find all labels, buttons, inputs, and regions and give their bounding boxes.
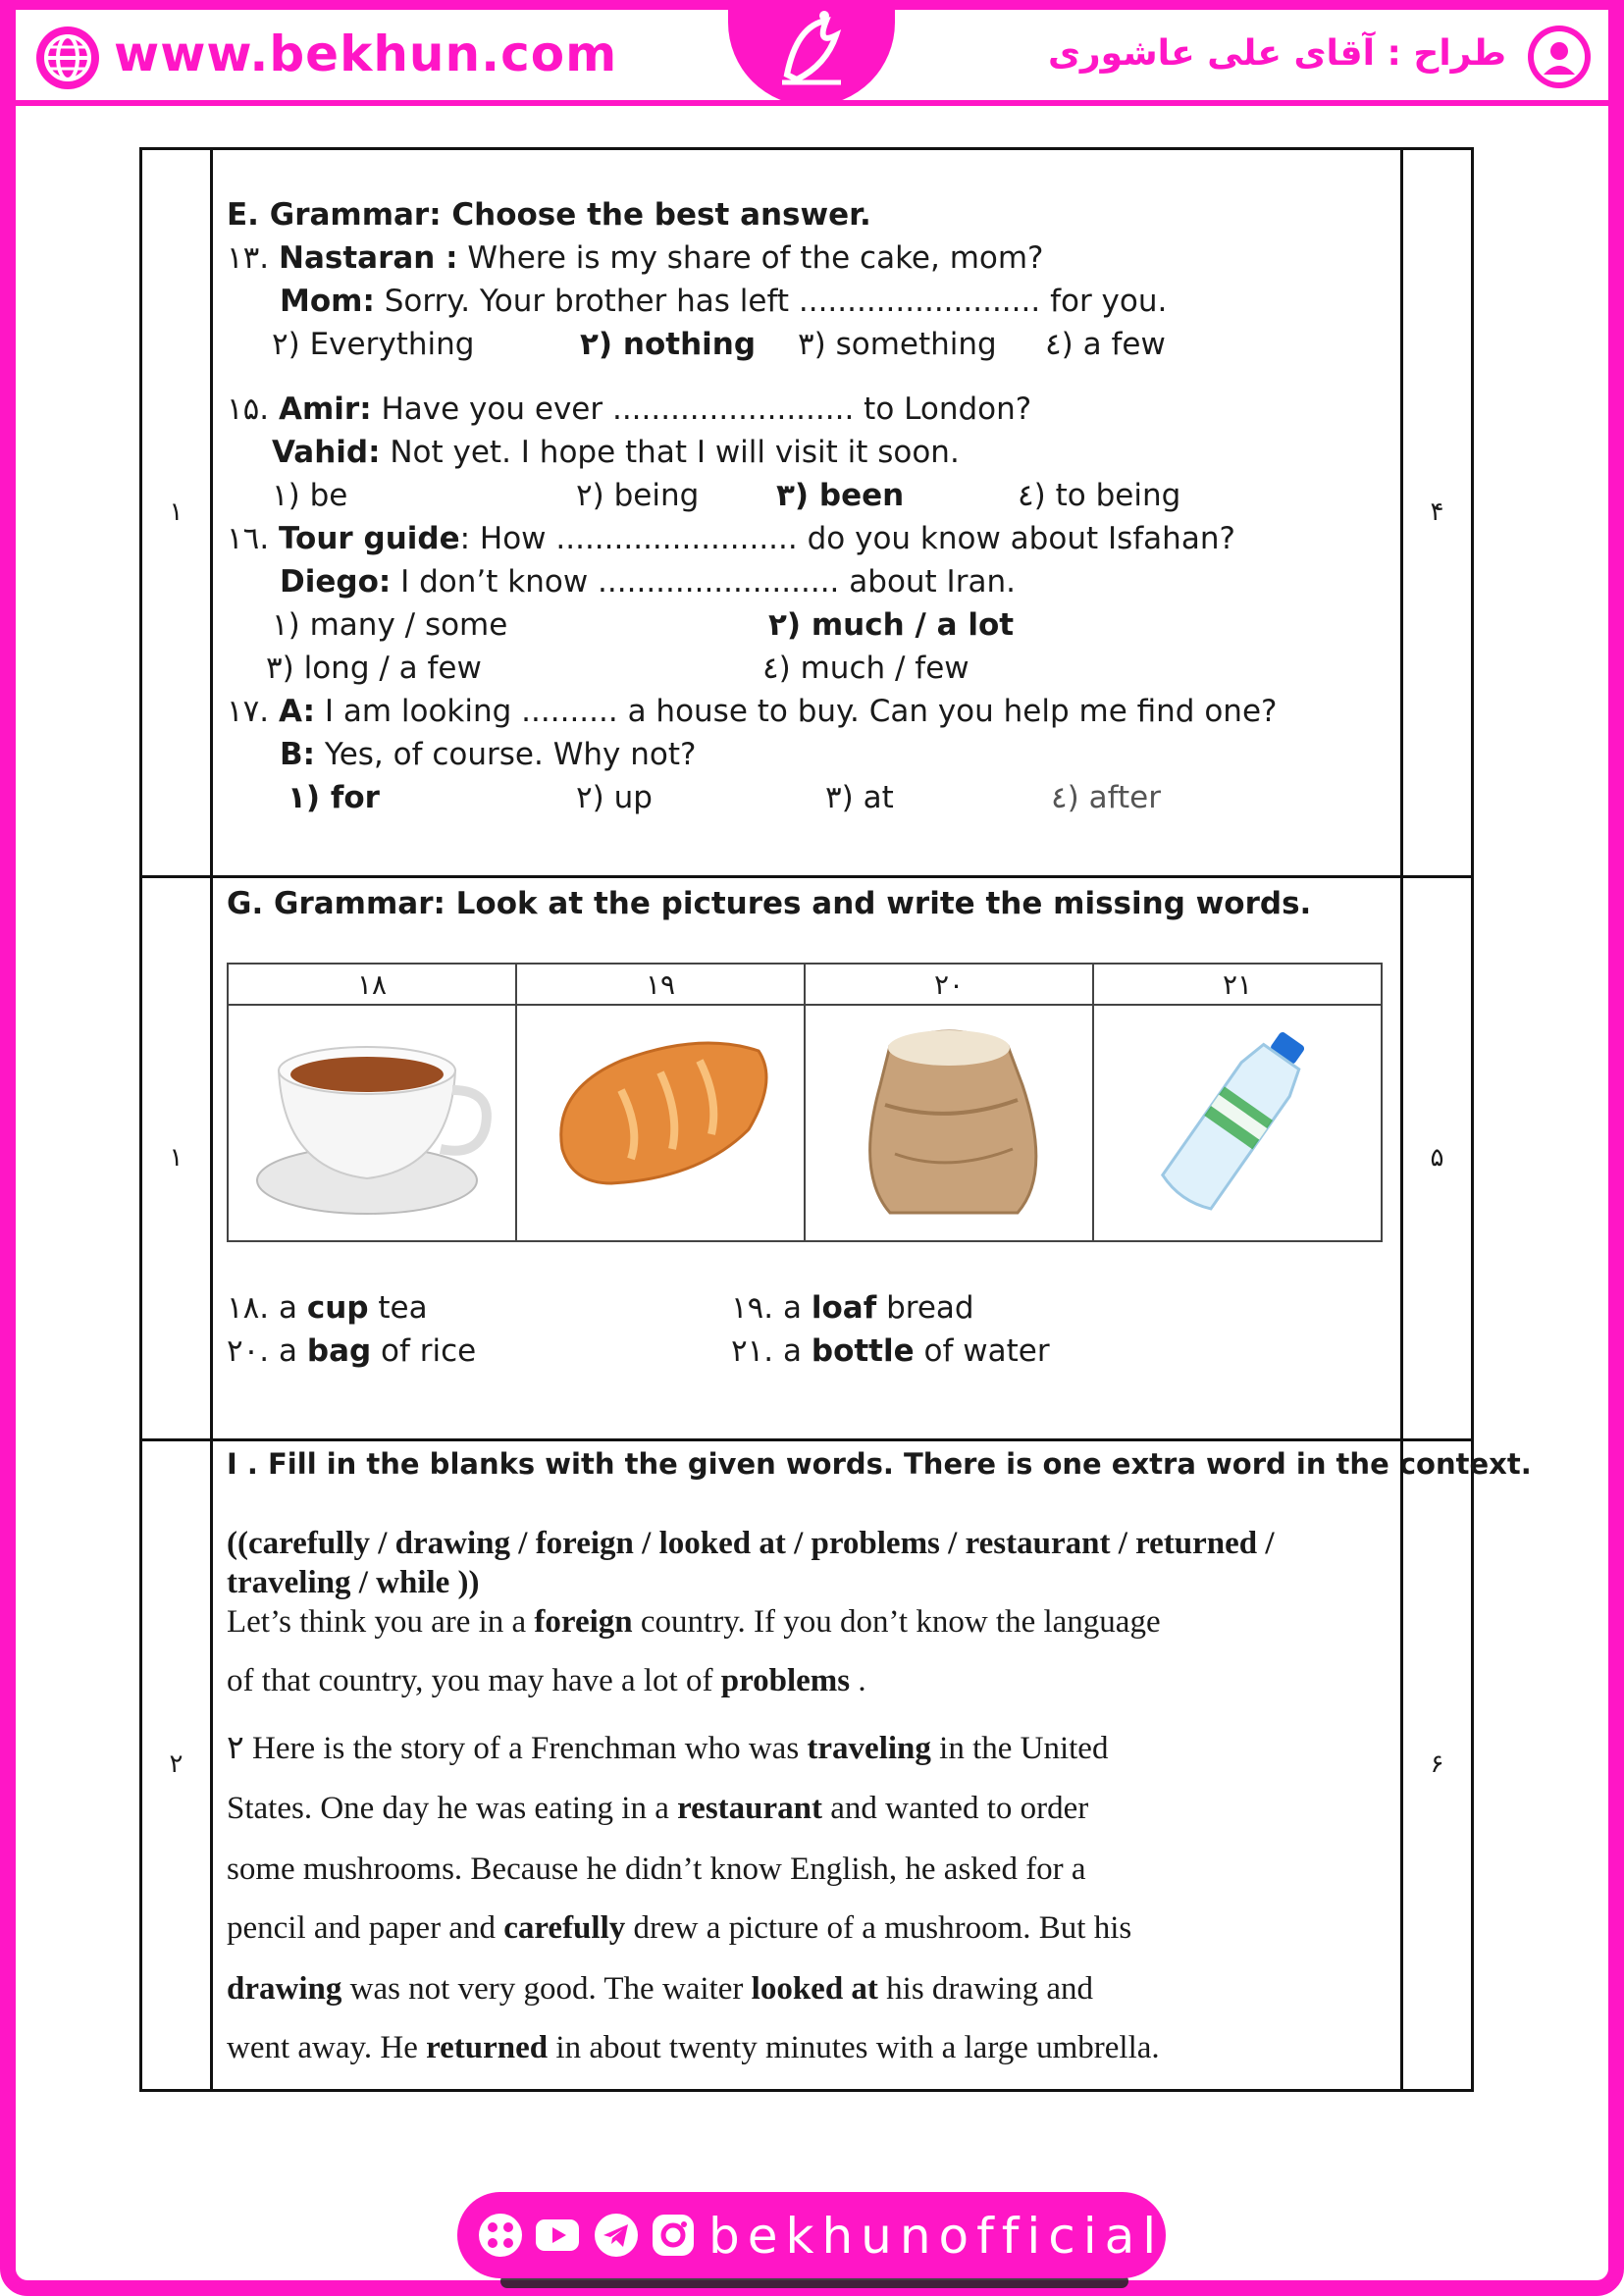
word-bank-continued: traveling / while )) (227, 1565, 480, 1600)
youtube-icon[interactable] (534, 2212, 581, 2259)
social-handle[interactable]: bekhunofficial (708, 2208, 1165, 2265)
option[interactable]: ٤) after (1051, 780, 1161, 815)
logo-icon (767, 6, 856, 94)
section-title: E. Grammar: Choose the best answer. (227, 197, 871, 233)
question-16-line2: Diego: I don’t know ......................... about Iran. (280, 564, 1016, 600)
section-title: G. Grammar: Look at the pictures and write the missing words. (227, 886, 1312, 921)
question-17: ۱۷. A: I am looking .......... a house to buy. Can you help me find one? (227, 694, 1278, 729)
user-icon (1524, 22, 1595, 92)
passage-line: States. One day he was eating in a restaurant and wanted to order (227, 1791, 1089, 1826)
section-e-row (142, 150, 1471, 878)
passage-line: of that country, you may have a lot of problems . (227, 1663, 866, 1698)
section-i-content (227, 1441, 1532, 2089)
section-e-content (227, 150, 1387, 875)
answer-21: ۲۱. a bottle of water (731, 1333, 1050, 1369)
option[interactable]: ۳) long / a few (266, 651, 482, 686)
word-bank: ((carefully / drawing / foreign / looked at / problems / restaurant / returned / (227, 1526, 1275, 1561)
option[interactable]: ٤) much / few (762, 651, 969, 686)
question-17-line2: B: Yes, of course. Why not? (280, 737, 697, 772)
option-answer[interactable]: ۲) nothing (580, 327, 757, 362)
water-bottle-picture (1093, 1005, 1382, 1241)
question-13: ۱۳. Nastaran : Where is my share of the cake, mom? (227, 240, 1044, 276)
option[interactable]: ۲) up (576, 780, 653, 815)
passage-line: went away. He returned in about twenty minutes with a large umbrella. (227, 2030, 1160, 2065)
passage-line: drawing was not very good. The waiter looked at his drawing and (227, 1971, 1093, 2007)
option[interactable]: ۱) be (272, 478, 348, 513)
option[interactable]: ۳) at (825, 780, 894, 815)
question-number-cell: ۴ (1430, 496, 1444, 527)
website-link[interactable]: www.bekhun.com (114, 26, 618, 82)
option-answer[interactable]: ۲) much / a lot (768, 607, 1015, 643)
passage-line: pencil and paper and carefully drew a picture of a mushroom. But his (227, 1910, 1132, 1946)
question-number-cell: ۶ (1430, 1749, 1444, 1779)
picture-number: ۲۰ (805, 964, 1093, 1005)
option[interactable]: ۳) something (798, 327, 997, 362)
picture-number: ۱۹ (516, 964, 805, 1005)
globe-icon (33, 24, 102, 92)
tea-cup-picture (228, 1005, 516, 1241)
bread-picture (516, 1005, 805, 1241)
answer-18: ۱۸. a cup tea (227, 1290, 428, 1326)
score-cell: ۲ (169, 1749, 183, 1779)
option[interactable]: ۲) being (576, 478, 700, 513)
option[interactable]: ٤) to being (1018, 478, 1181, 513)
passage-line: ۲ Here is the story of a Frenchman who was traveling in the United (227, 1731, 1109, 1766)
designer-credit: طراح : آقای علی عاشوری (1047, 33, 1506, 74)
picture-number: ۲۱ (1093, 964, 1382, 1005)
option-answer[interactable]: ۱) for (288, 780, 380, 815)
section-title: I . Fill in the blanks with the given words. There is one extra word in the context. (227, 1447, 1532, 1481)
answer-19: ۱۹. a loaf bread (731, 1290, 974, 1326)
question-15-line2: Vahid: Not yet. I hope that I will visit it soon. (272, 435, 960, 470)
rice-bag-picture (805, 1005, 1093, 1241)
aparat-icon[interactable] (477, 2212, 524, 2259)
option[interactable]: ۱) many / some (272, 607, 508, 643)
passage-line: some mushrooms. Because he didn’t know English, he asked for a (227, 1852, 1086, 1887)
option[interactable]: ۲) Everything (272, 327, 475, 362)
question-number-cell: ۵ (1430, 1142, 1444, 1173)
question-13-line2: Mom: Sorry. Your brother has left ......................... for you. (280, 284, 1168, 319)
question-15: ۱۵. Amir: Have you ever ......................... to London? (227, 391, 1032, 427)
option-answer[interactable]: ۳) been (776, 478, 905, 513)
section-i-row (142, 1441, 1532, 2089)
picture-number: ۱۸ (228, 964, 516, 1005)
option[interactable]: ٤) a few (1045, 327, 1166, 362)
question-16: ۱٦. Tour guide: How ......................... do you know about Isfahan? (227, 521, 1235, 556)
answer-20: ۲۰. a bag of rice (227, 1333, 477, 1369)
score-cell: ۱ (169, 1142, 183, 1173)
telegram-icon[interactable] (593, 2212, 640, 2259)
score-cell: ۱ (169, 496, 183, 527)
instagram-icon[interactable] (650, 2212, 697, 2259)
picture-table (227, 963, 1383, 1242)
exam-table (139, 147, 1532, 2092)
passage-line: Let’s think you are in a foreign country. If you don’t know the language (227, 1604, 1161, 1640)
